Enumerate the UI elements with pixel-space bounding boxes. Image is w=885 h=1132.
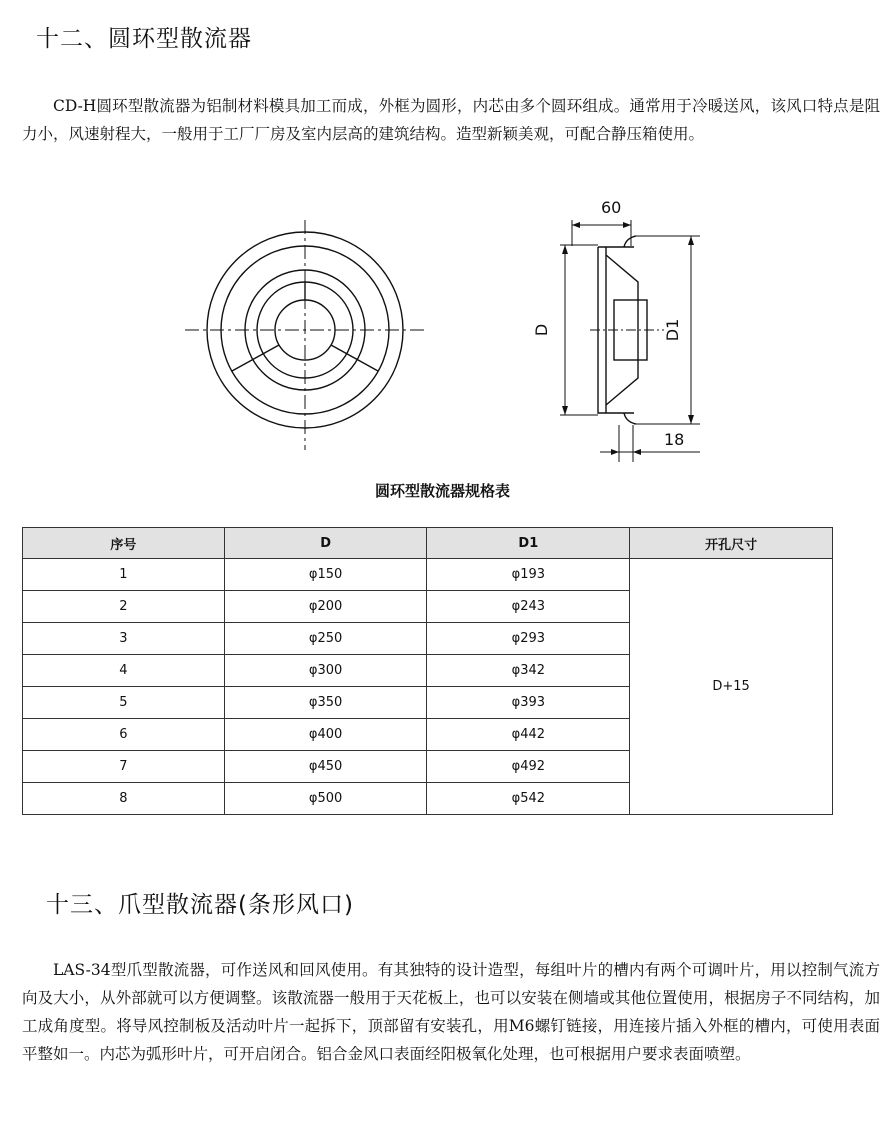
section-12-heading: 十二、圆环型散流器 — [36, 26, 252, 52]
cell-no: 2 — [23, 591, 225, 623]
cell-d: φ150 — [224, 559, 427, 591]
cell-d1: φ542 — [427, 783, 630, 815]
cell-no: 4 — [23, 655, 225, 687]
table-header-row — [23, 528, 833, 559]
cell-d: φ300 — [224, 655, 427, 687]
spec-table — [22, 527, 833, 815]
cell-d1: φ393 — [427, 687, 630, 719]
cell-no: 8 — [23, 783, 225, 815]
cell-d: φ500 — [224, 783, 427, 815]
cell-d: φ400 — [224, 719, 427, 751]
col-header-d: D — [224, 528, 427, 559]
dim-top-label: 60 — [601, 198, 622, 217]
cell-no: 3 — [23, 623, 225, 655]
cell-d: φ200 — [224, 591, 427, 623]
cell-d: φ450 — [224, 751, 427, 783]
section-13-heading: 十三、爪型散流器(条形风口) — [46, 892, 354, 918]
section-12-description: CD-H圆环型散流器为铝制材料模具加工而成，外框为圆形，内芯由多个圆环组成。通常用于冷暖送风，该风口特点是阻力小，风速射程大，一般用于工厂厂房及室内层高的建筑结构。造型新颖美观，可配合静压箱使用。 — [22, 97, 880, 143]
table-row — [23, 559, 833, 591]
cell-d: φ250 — [224, 623, 427, 655]
side-view — [590, 236, 664, 424]
col-header-hole-size: 开孔尺寸 — [630, 528, 833, 559]
cell-d1: φ243 — [427, 591, 630, 623]
cell-no: 7 — [23, 751, 225, 783]
cell-no: 1 — [23, 559, 225, 591]
cell-d: φ350 — [224, 687, 427, 719]
cell-d1: φ293 — [427, 623, 630, 655]
cell-no: 5 — [23, 687, 225, 719]
dim-right-label: D1 — [663, 318, 682, 342]
diffuser-drawing — [0, 180, 885, 470]
col-header-d1: D1 — [427, 528, 630, 559]
front-view — [185, 220, 425, 450]
dim-bottom-label: 18 — [664, 430, 685, 449]
section-13-description: LAS-34型爪型散流器，可作送风和回风使用。有其独特的设计造型，每组叶片的槽内有两个可调叶片，用以控制气流方向及大小，从外部就可以方便调整。该散流器一般用于天花板上，也可以安装在侧墙或其他位置使用，根据房子不同结构，加工成角度型。将导风控制板及活动叶片一起拆下，顶部留有安装孔，用M6螺钉链接，用连接片插入外框的槽内，可使用表面平整如一。内芯为弧形叶片，可开启闭合。铝合金风口表面经阳极氧化处理，也可根据用户要求表面喷塑。 — [22, 961, 880, 1063]
cell-d1: φ193 — [427, 559, 630, 591]
cell-no: 6 — [23, 719, 225, 751]
cell-d1: φ442 — [427, 719, 630, 751]
cell-d1: φ492 — [427, 751, 630, 783]
cell-hole-size: D+15 — [630, 559, 833, 815]
dim-left-label: D — [532, 323, 551, 337]
cell-d1: φ342 — [427, 655, 630, 687]
col-header-no: 序号 — [23, 528, 225, 559]
spec-table-title: 圆环型散流器规格表 — [374, 482, 510, 500]
